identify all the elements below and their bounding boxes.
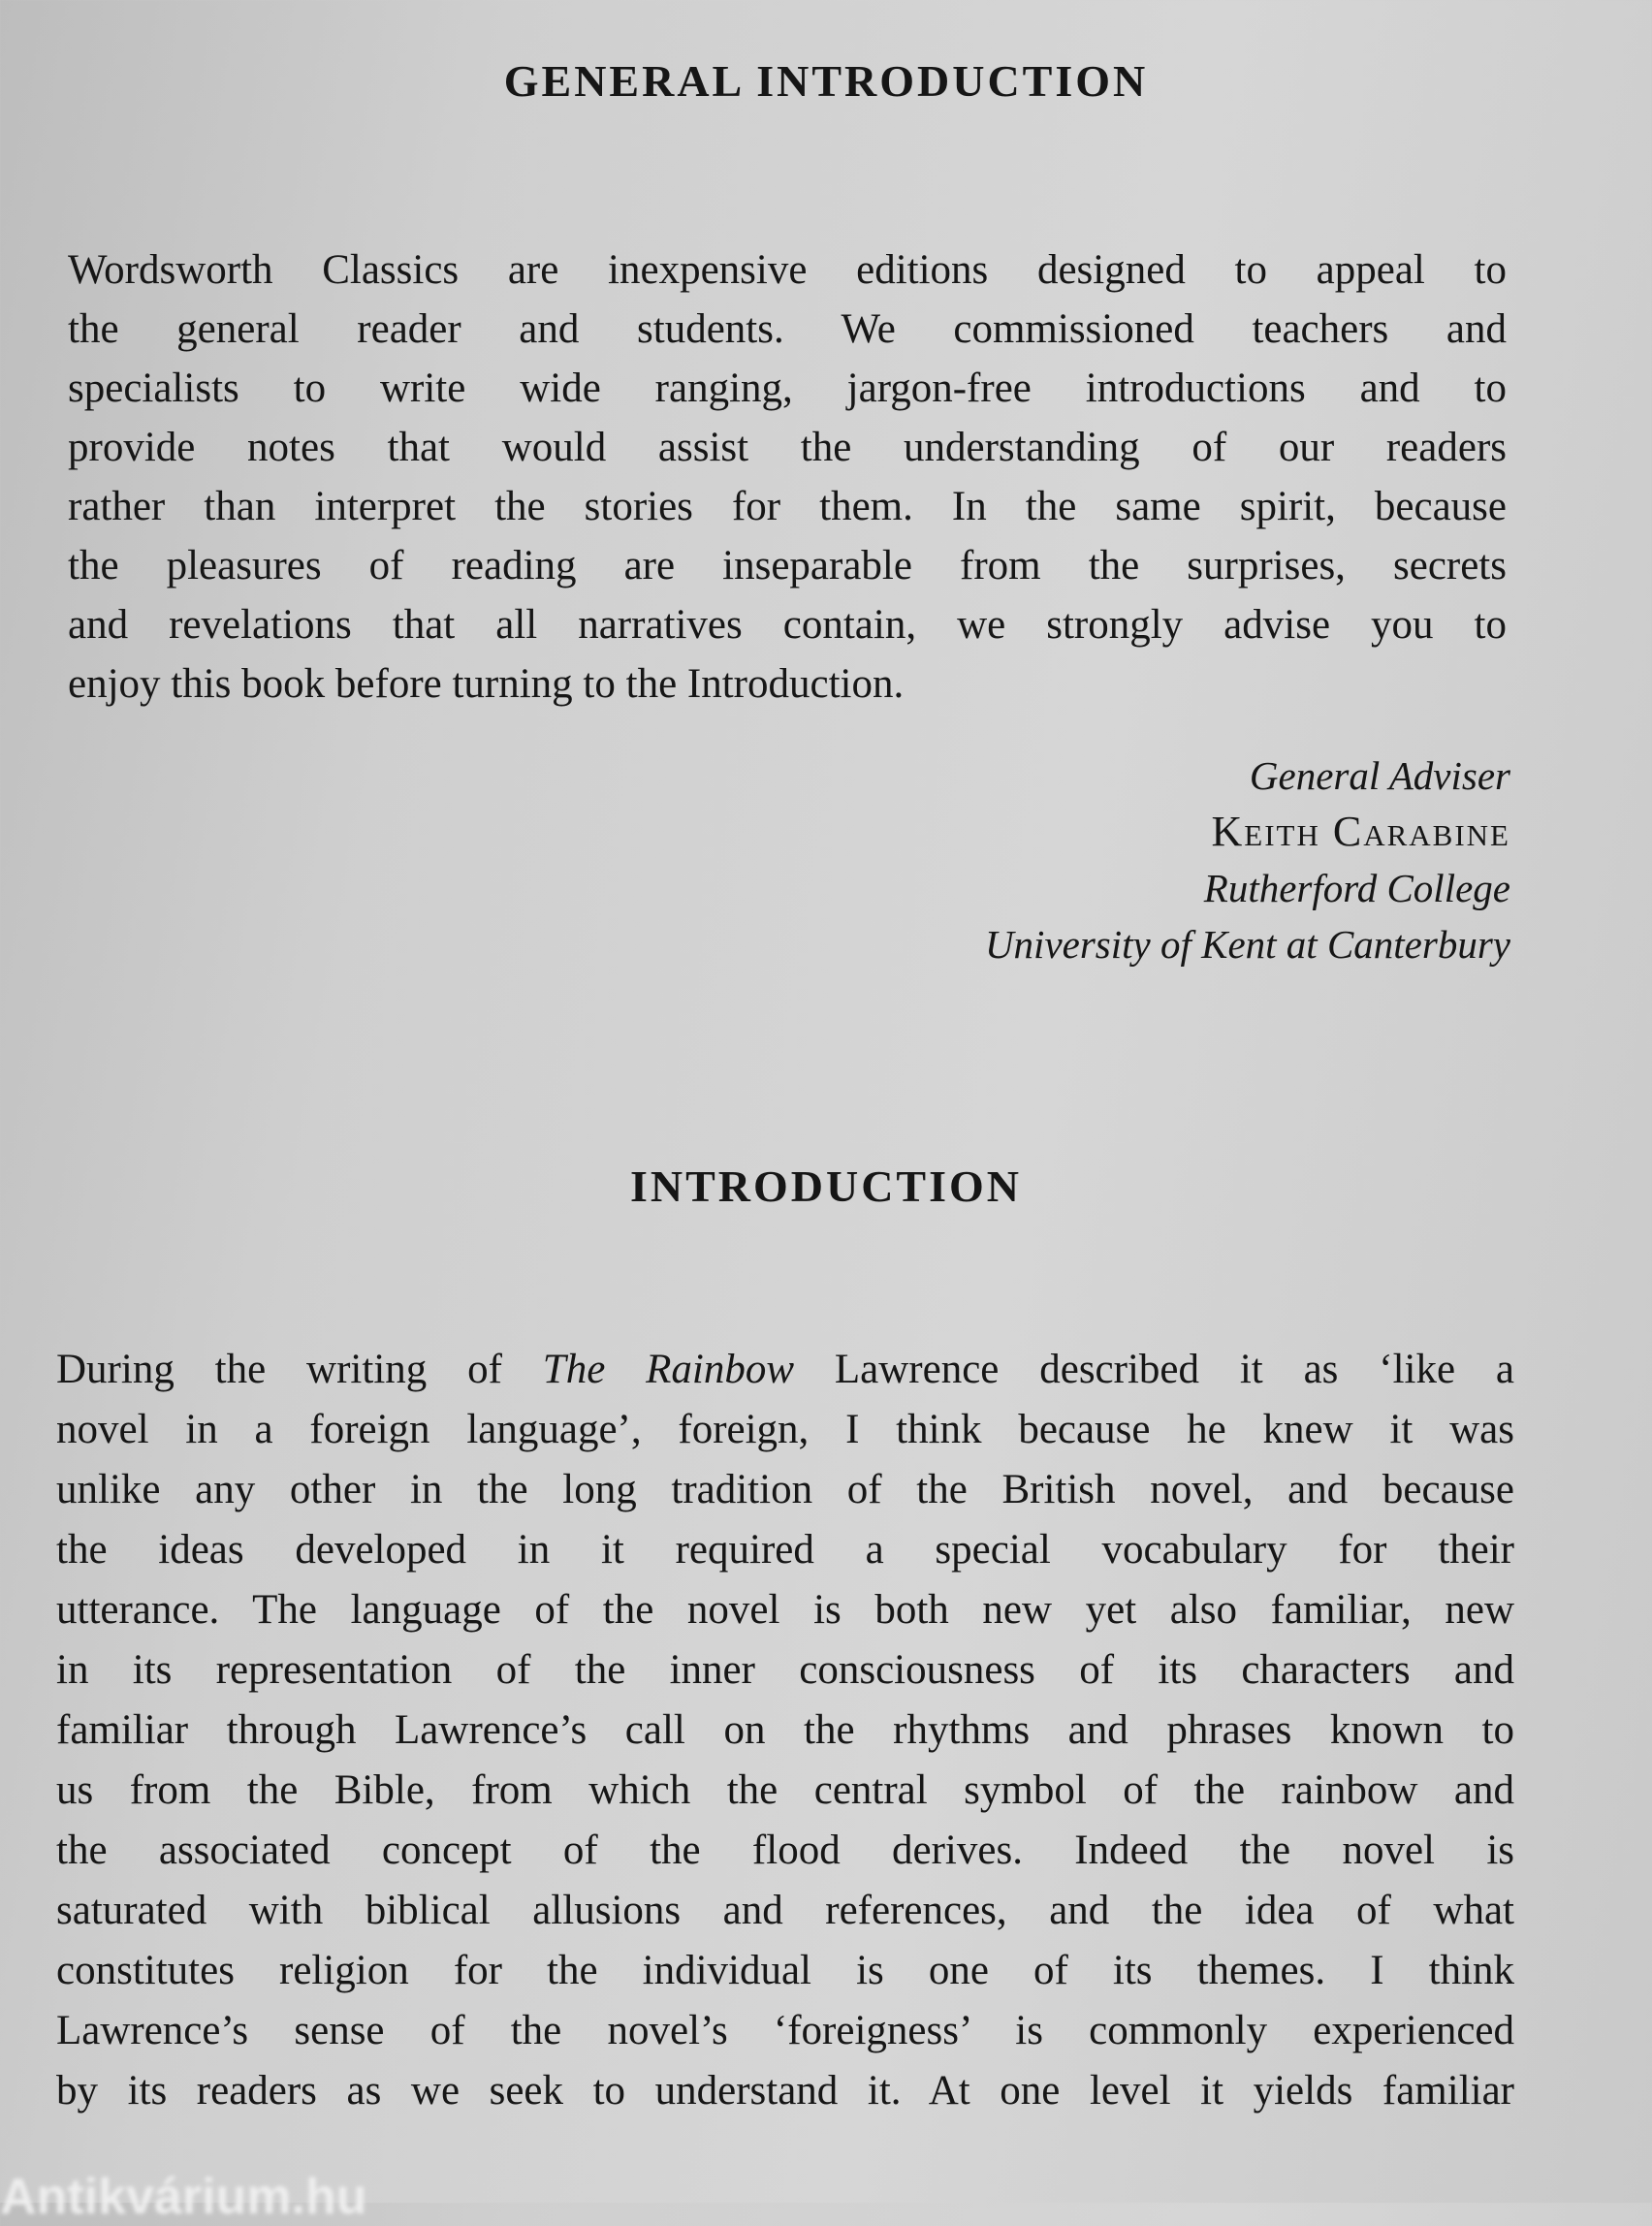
signature-block bbox=[985, 747, 1510, 972]
text-fragment: Lawrence described it as ‘like a bbox=[794, 1347, 1514, 1392]
text-line: utterance. The language of the novel is both new yet also familiar, new bbox=[56, 1587, 1514, 1633]
text-line: rather than interpret the stories for them. In the same spirit, because bbox=[68, 484, 1507, 529]
signature-role: General Adviser bbox=[1249, 753, 1510, 798]
text-fragment: During the writing of bbox=[56, 1347, 543, 1392]
text-line: by its readers as we seek to understand it. At one level it yields familiar bbox=[56, 2068, 1514, 2114]
text-line: enjoy this book before turning to the Introduction. bbox=[68, 661, 905, 707]
text-line: the ideas developed in it required a special vocabulary for their bbox=[56, 1527, 1514, 1573]
introduction-paragraph bbox=[56, 1340, 1514, 2121]
text-line: Wordsworth Classics are inexpensive editions designed to appeal to bbox=[68, 247, 1507, 293]
signature-college: Rutherford College bbox=[1203, 866, 1510, 910]
general-introduction-heading: GENERAL INTRODUCTION bbox=[503, 56, 1149, 106]
general-introduction-paragraph bbox=[68, 240, 1507, 714]
text-line bbox=[56, 1340, 1514, 1400]
text-line: in its representation of the inner consciousness of its characters and bbox=[56, 1647, 1514, 1693]
text-line: familiar through Lawrence’s call on the rhythms and phrases known to bbox=[56, 1707, 1514, 1753]
text-line: provide notes that would assist the understanding of our readers bbox=[68, 425, 1507, 470]
watermark: Antikvárium.hu bbox=[0, 2169, 367, 2225]
introduction-heading: INTRODUCTION bbox=[629, 1161, 1023, 1211]
text-line: saturated with biblical allusions and references, and the idea of what bbox=[56, 1888, 1514, 1933]
text-line: and revelations that all narratives contain, we strongly advise you to bbox=[68, 602, 1507, 648]
text-line: us from the Bible, from which the central symbol of the rainbow and bbox=[56, 1767, 1514, 1813]
text-line: unlike any other in the long tradition of the British novel, and because bbox=[56, 1467, 1514, 1512]
text-line: specialists to write wide ranging, jargon-free introductions and to bbox=[68, 366, 1507, 411]
signature-university: University of Kent at Canterbury bbox=[984, 922, 1510, 967]
text-line: Lawrence’s sense of the novel’s ‘foreigness’ is commonly experienced bbox=[56, 2008, 1514, 2053]
text-line: constitutes religion for the individual is one of its themes. I think bbox=[56, 1948, 1514, 1993]
text-line: the associated concept of the flood derives. Indeed the novel is bbox=[56, 1828, 1514, 1873]
signature-name: Keith Carabine bbox=[1211, 808, 1510, 855]
text-line: novel in a foreign language’, foreign, I think because he knew it was bbox=[56, 1407, 1514, 1452]
text-line: the pleasures of reading are inseparable from the surprises, secrets bbox=[68, 543, 1507, 588]
text-line: the general reader and students. We commissioned teachers and bbox=[68, 306, 1507, 352]
book-title: The Rainbow bbox=[542, 1347, 795, 1392]
